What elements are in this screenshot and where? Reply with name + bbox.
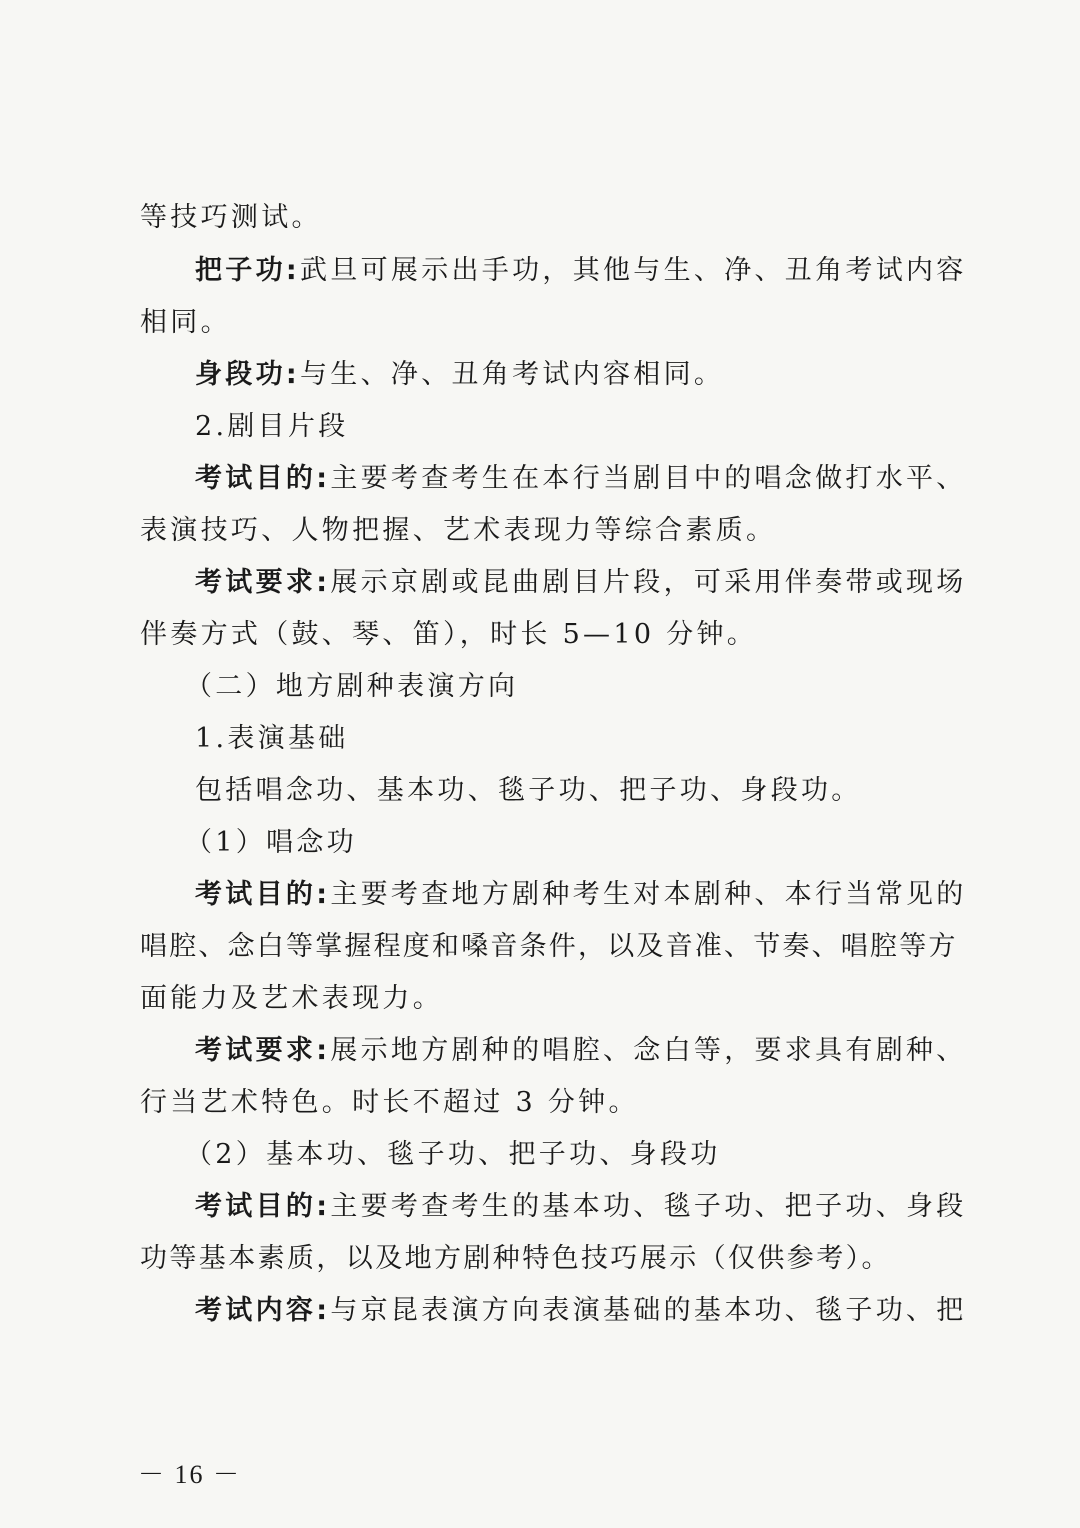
paragraph-text: 与生、净、丑角考试内容相同。 bbox=[300, 359, 725, 390]
text: 伴奏方式（鼓、琴、笛），时长 5—10 分钟。 bbox=[140, 619, 758, 650]
paragraph-text: 主要考查地方剧种考生对本剧种、本行当常见的 bbox=[330, 879, 967, 910]
body-text-line bbox=[140, 517, 940, 544]
paragraph-exam-requirement bbox=[195, 569, 995, 596]
section-heading bbox=[185, 673, 985, 700]
body-text-line bbox=[140, 985, 940, 1012]
paragraph-label: 考试要求: bbox=[195, 1035, 331, 1066]
text: 包括唱念功、基本功、毯子功、把子功、身段功。 bbox=[195, 775, 862, 806]
heading-text: （二）地方剧种表演方向 bbox=[185, 671, 519, 702]
paragraph-shenduanGong bbox=[195, 361, 995, 388]
section-heading bbox=[195, 413, 995, 440]
paragraph-label: 考试目的: bbox=[195, 463, 331, 494]
paragraph-text: 与京昆表演方向表演基础的基本功、毯子功、把 bbox=[330, 1295, 967, 1326]
subsection-heading bbox=[185, 829, 985, 856]
paragraph-label: 考试内容: bbox=[195, 1295, 331, 1326]
body-text-line bbox=[140, 1245, 940, 1272]
text: 等技巧测试。 bbox=[140, 202, 322, 233]
paragraph-text: 主要考查考生的基本功、毯子功、把子功、身段 bbox=[330, 1191, 967, 1222]
text: 功等基本素质，以及地方剧种特色技巧展示（仅供参考）。 bbox=[140, 1243, 891, 1274]
paragraph-exam-content bbox=[195, 1297, 995, 1324]
paragraph-exam-requirement bbox=[195, 1037, 995, 1064]
paragraph-exam-purpose bbox=[195, 1193, 995, 1220]
text: 相同。 bbox=[140, 307, 231, 338]
subsection-heading bbox=[195, 725, 995, 752]
paragraph-label: 身段功: bbox=[195, 359, 300, 390]
heading-text: 1.表演基础 bbox=[195, 723, 349, 754]
paragraph-label: 考试目的: bbox=[195, 1191, 331, 1222]
body-text-line bbox=[140, 1089, 940, 1116]
text: 行当艺术特色。时长不超过 3 分钟。 bbox=[140, 1087, 639, 1118]
heading-text: （2）基本功、毯子功、把子功、身段功 bbox=[185, 1139, 721, 1170]
body-text-line bbox=[140, 931, 958, 962]
text: 面能力及艺术表现力。 bbox=[140, 983, 443, 1014]
subsection-heading bbox=[185, 1141, 985, 1168]
paragraph-label: 把子功: bbox=[195, 255, 300, 286]
heading-text: （1）唱念功 bbox=[185, 827, 357, 858]
paragraph-text: 展示地方剧种的唱腔、念白等，要求具有剧种、 bbox=[330, 1035, 967, 1066]
heading-text: 2.剧目片段 bbox=[195, 411, 349, 442]
body-text-line bbox=[140, 309, 940, 336]
paragraph-exam-purpose bbox=[195, 465, 995, 492]
paragraph-text: 主要考查考生在本行当剧目中的唱念做打水平、 bbox=[330, 463, 967, 494]
paragraph-label: 考试目的: bbox=[195, 879, 331, 910]
text: 唱腔、念白等掌握程度和嗓音条件，以及音准、节奏、唱腔等方 bbox=[140, 931, 958, 962]
paragraph-label: 考试要求: bbox=[195, 567, 331, 598]
body-text-line bbox=[140, 621, 940, 648]
paragraph-baziGong bbox=[195, 257, 995, 284]
page-number: － 16 － bbox=[138, 1460, 242, 1489]
body-text-line bbox=[195, 777, 995, 804]
paragraph-text: 武旦可展示出手功，其他与生、净、丑角考试内容 bbox=[300, 255, 967, 286]
text: 表演技巧、人物把握、艺术表现力等综合素质。 bbox=[140, 515, 777, 546]
body-text-line bbox=[140, 204, 940, 231]
paragraph-text: 展示京剧或昆曲剧目片段，可采用伴奏带或现场 bbox=[330, 567, 967, 598]
paragraph-exam-purpose bbox=[195, 881, 995, 908]
